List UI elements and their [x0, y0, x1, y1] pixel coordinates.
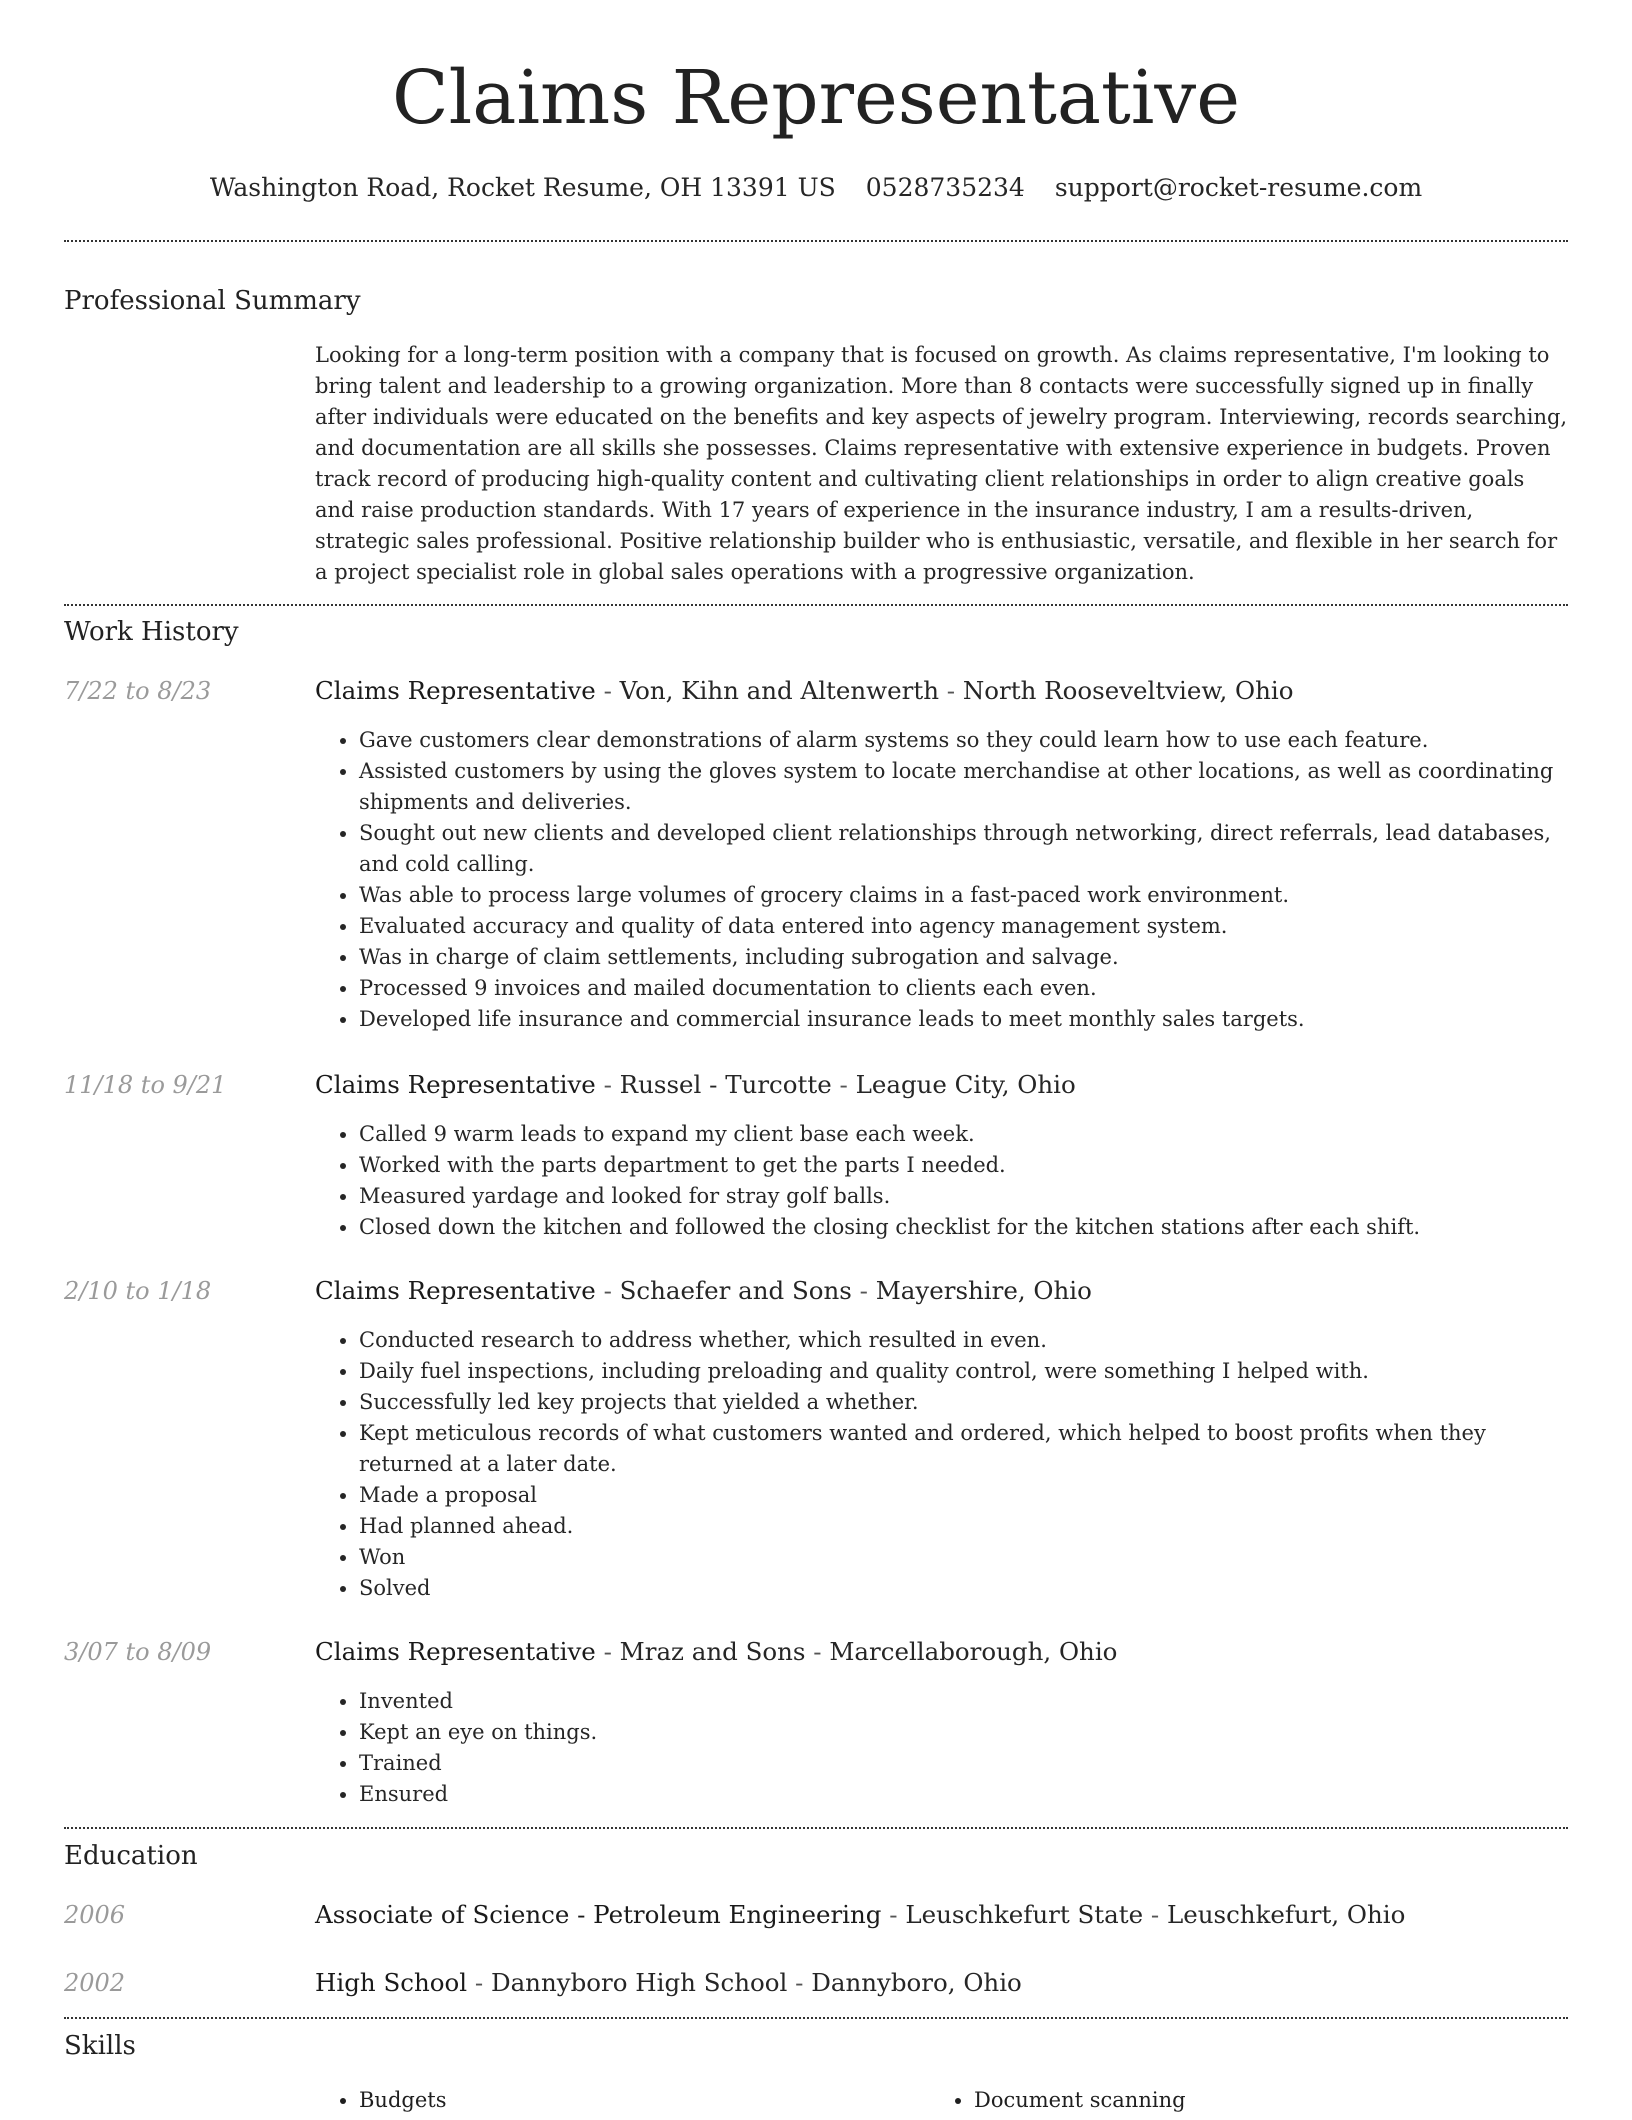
- section-divider: [64, 2017, 1568, 2019]
- education-year: 2006: [64, 1901, 126, 1929]
- job-dates: 7/22 to 8/23: [64, 677, 212, 705]
- job-duty: • Was in charge of claim settlements, including subrogation and salvage.: [359, 942, 1568, 973]
- job-duty: • Evaluated accuracy and quality of data entered into agency management system.: [359, 911, 1568, 942]
- education-heading: [315, 1963, 1022, 2003]
- job-separator: -: [595, 1637, 620, 1666]
- job-title: Claims Representative: [315, 1637, 596, 1666]
- job-location: Mayershire, Ohio: [875, 1276, 1092, 1305]
- job-duty: • Daily fuel inspections, including preloading and quality control, were something I helped with.: [359, 1356, 1568, 1387]
- job-duty: • Closed down the kitchen and followed the closing checklist for the kitchen stations after each shift.: [359, 1212, 1568, 1243]
- education-separator: -: [1143, 1900, 1167, 1929]
- section-divider: [64, 240, 1568, 242]
- job-duty: • Assisted customers by using the gloves system to locate merchandise at other locations, as well as coordinating shipments and deliveries.: [359, 756, 1568, 818]
- job-duty: • Conducted research to address whether, which resulted in even.: [359, 1325, 1568, 1356]
- job-duty: • Developed life insurance and commercial insurance leads to meet monthly sales targets.: [359, 1004, 1568, 1035]
- education-separator: -: [881, 1900, 906, 1929]
- skills-list-right: [930, 2080, 1186, 2120]
- job-duty: • Successfully led key projects that yielded a whether.: [359, 1387, 1568, 1418]
- job-company: Von, Kihn and Altenwerth: [619, 676, 939, 705]
- job-separator: -: [595, 1070, 620, 1099]
- education-separator: -: [787, 1968, 812, 1997]
- job-duty: • Kept an eye on things.: [359, 1717, 1568, 1748]
- job-duty: • Worked with the parts department to get the parts I needed.: [359, 1150, 1568, 1181]
- job-location: North Rooseveltview, Ohio: [962, 676, 1294, 705]
- job-heading: [315, 1065, 1076, 1105]
- job-duties-list: [315, 1325, 1568, 1604]
- job-company: Russel - Turcotte: [619, 1070, 832, 1099]
- job-duties-list: [315, 725, 1568, 1035]
- job-location: League City, Ohio: [855, 1070, 1076, 1099]
- education-separator: -: [467, 1968, 491, 1997]
- job-separator: -: [939, 676, 963, 705]
- contact-line: [0, 168, 1632, 208]
- section-divider: [64, 604, 1568, 606]
- job-duties-list: [315, 1686, 1568, 1810]
- job-duties-list: [315, 1119, 1568, 1243]
- job-duty: • Made a proposal: [359, 1480, 1568, 1511]
- job-company: Mraz and Sons: [619, 1637, 806, 1666]
- education-year: 2002: [64, 1969, 126, 1997]
- contact-address: Washington Road, Rocket Resume, OH 13391 US: [209, 173, 836, 202]
- skills-list-left: [315, 2080, 447, 2120]
- skill-item: • Document scanning: [974, 2080, 1186, 2120]
- job-dates: 3/07 to 8/09: [64, 1638, 212, 1666]
- job-separator: -: [805, 1637, 830, 1666]
- job-duty: • Solved: [359, 1573, 1568, 1604]
- education-location: Leuschkefurt, Ohio: [1166, 1900, 1406, 1929]
- job-location: Marcellaborough, Ohio: [829, 1637, 1118, 1666]
- job-duty: • Ensured: [359, 1779, 1568, 1810]
- job-company: Schaefer and Sons: [619, 1276, 852, 1305]
- work-section-title: Work History: [64, 617, 239, 647]
- education-section-title: Education: [64, 1841, 198, 1871]
- job-duty: • Kept meticulous records of what customers wanted and ordered, which helped to boost profits when they returned at a later date.: [359, 1418, 1568, 1480]
- job-duty: • Was able to process large volumes of grocery claims in a fast-paced work environment.: [359, 880, 1568, 911]
- summary-text: Looking for a long-term position with a company that is focused on growth. As claims representative, I'm looking to bring talent and leadership to a growing organization. More than 8 contacts were successfully signed up in finally after individuals were educated on the benefits and key aspects of jewelry program. Interviewing, records searching, and documentation are all skills she possesses. Claims representative with extensive experience in budgets. Proven track record of producing high-quality content and cultivating client relationships in order to align creative goals and raise production standards. With 17 years of experience in the insurance industry, I am a results-driven, strategic sales professional. Positive relationship builder who is enthusiastic, versatile, and flexible in her search for a project specialist role in global sales operations with a progressive organization.: [315, 343, 1568, 584]
- education-degree: High School: [315, 1968, 468, 1997]
- job-separator: -: [851, 1276, 876, 1305]
- job-duty: • Invented: [359, 1686, 1568, 1717]
- contact-phone: 0528735234: [865, 173, 1025, 202]
- candidate-name: Claims Representative: [391, 55, 1241, 141]
- job-duty: • Measured yardage and looked for stray golf balls.: [359, 1181, 1568, 1212]
- job-separator: -: [831, 1070, 856, 1099]
- job-separator: -: [595, 1276, 620, 1305]
- job-heading: [315, 1271, 1092, 1311]
- skill-item: • Budgets: [359, 2080, 447, 2120]
- job-duty: • Had planned ahead.: [359, 1511, 1568, 1542]
- section-divider: [64, 1827, 1568, 1829]
- job-duty: • Won: [359, 1542, 1568, 1573]
- job-duty: • Sought out new clients and developed client relationships through networking, direct referrals, lead databases, and cold calling.: [359, 818, 1568, 880]
- job-duty: • Called 9 warm leads to expand my client base each week.: [359, 1119, 1568, 1150]
- job-duty: • Gave customers clear demonstrations of alarm systems so they could learn how to use each feature.: [359, 725, 1568, 756]
- skills-section-title: Skills: [64, 2031, 136, 2061]
- summary-section-title: Professional Summary: [64, 286, 361, 316]
- contact-email: support@rocket-resume.com: [1054, 173, 1423, 202]
- education-degree: Associate of Science - Petroleum Engineering: [315, 1900, 882, 1929]
- job-title: Claims Representative: [315, 1070, 596, 1099]
- job-title: Claims Representative: [315, 1276, 596, 1305]
- education-location: Dannyboro, Ohio: [811, 1968, 1022, 1997]
- job-duty: • Trained: [359, 1748, 1568, 1779]
- education-school: Leuschkefurt State: [905, 1900, 1144, 1929]
- job-heading: [315, 1632, 1117, 1672]
- job-dates: 11/18 to 9/21: [64, 1071, 227, 1099]
- job-title: Claims Representative: [315, 676, 596, 705]
- job-dates: 2/10 to 1/18: [64, 1277, 212, 1305]
- job-separator: -: [595, 676, 620, 705]
- job-heading: [315, 671, 1293, 711]
- job-duty: • Processed 9 invoices and mailed documentation to clients each even.: [359, 973, 1568, 1004]
- education-school: Dannyboro High School: [490, 1968, 788, 1997]
- education-heading: [315, 1895, 1405, 1935]
